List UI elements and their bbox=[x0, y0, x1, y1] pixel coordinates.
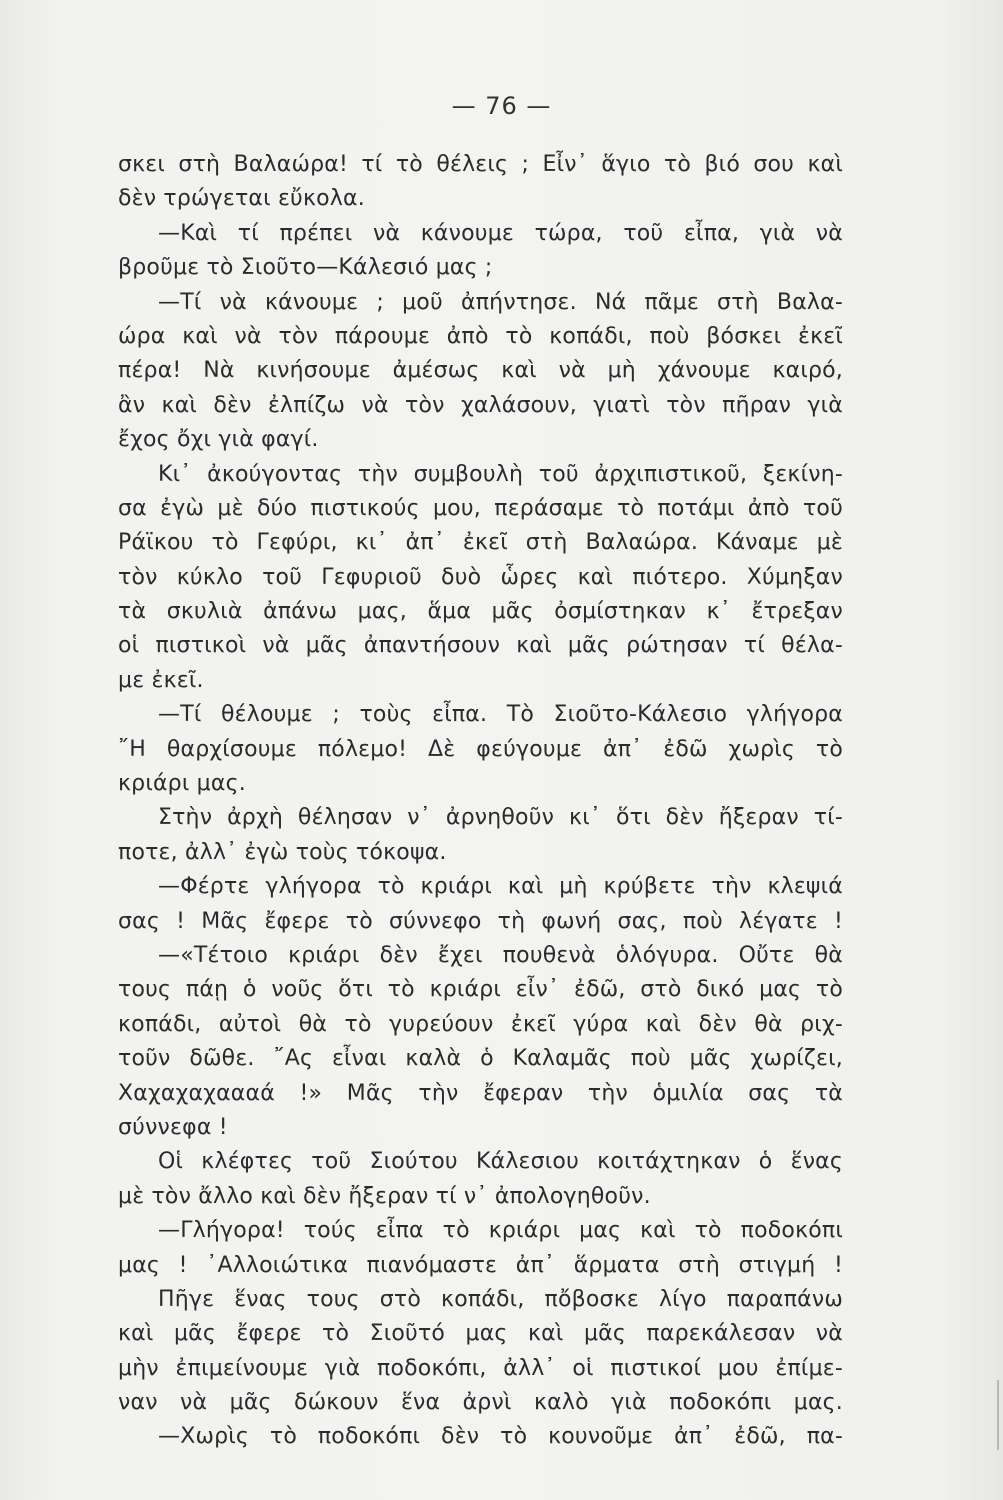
text-line: κοπάδι, αὐτοὶ θὰ τὸ γυρεύουν ἐκεῖ γύρα καὶ δὲν θὰ ριχ- bbox=[118, 1011, 843, 1037]
text-line: σας ! Μᾶς ἔφερε τὸ σύννεφο τὴ φωνή σας, ποὺ λέγατε ! bbox=[118, 908, 843, 934]
body-text bbox=[118, 148, 843, 1455]
text-line: ἂν καὶ δὲν ἐλπίζω νὰ τὸν χαλάσουν, γιατὶ τὸν πῆραν γιὰ bbox=[118, 392, 843, 418]
text-line: οἱ πιστικοὶ νὰ μᾶς ἀπαντήσουν καὶ μᾶς ρώτησαν τί θέλα- bbox=[118, 633, 843, 659]
text-line: βροῦμε τὸ Σιοῦτο—Κάλεσιό μας ; bbox=[118, 255, 493, 281]
text-line: τους πάῃ ὁ νοῦς ὅτι τὸ κριάρι εἶν᾿ ἐδῶ, στὸ δικό μας τὸ bbox=[118, 977, 843, 1003]
text-line: Ράϊκου τὸ Γεφύρι, κι᾿ ἀπ᾿ ἐκεῖ στὴ Βαλαώρα. Κάναμε μὲ bbox=[118, 530, 843, 556]
text-line: καὶ μᾶς ἔφερε τὸ Σιοῦτό μας καὶ μᾶς παρεκάλεσαν νὰ bbox=[118, 1321, 843, 1347]
text-line: ἔχος ὄχι γιὰ φαγί. bbox=[118, 427, 319, 453]
text-line: —Τί νὰ κάνουμε ; μοῦ ἀπήντησε. Νά πᾶμε στὴ Βαλα- bbox=[158, 289, 843, 315]
text-line: —«Τέτοιο κριάρι δὲν ἔχει πουθενὰ ὁλόγυρα. Οὔτε θὰ bbox=[158, 942, 843, 968]
text-line: σα ἐγὼ μὲ δύο πιστικούς μου, περάσαμε τὸ ποτάμι ἀπὸ τοῦ bbox=[118, 495, 843, 521]
text-line: πέρα! Νὰ κινήσουμε ἀμέσως καὶ νὰ μὴ χάνουμε καιρό, bbox=[118, 358, 843, 384]
text-line: ώρα καὶ νὰ τὸν πάρουμε ἀπὸ τὸ κοπάδι, ποὺ βόσκει ἐκεῖ bbox=[118, 323, 843, 349]
text-line: Κι᾿ ἀκούγοντας τὴν συμβουλὴ τοῦ ἀρχιπιστικοῦ, ξεκίνη- bbox=[158, 461, 843, 487]
text-line: σύννεφα ! bbox=[118, 1114, 228, 1140]
text-line: —Χωρὶς τὸ ποδοκόπι δὲν τὸ κουνοῦμε ἀπ᾿ ἐδῶ, πα- bbox=[158, 1424, 843, 1450]
text-line: Πῆγε ἕνας τους στὸ κοπάδι, πὄβοσκε λίγο παραπάνω bbox=[158, 1286, 843, 1312]
text-line: Χαχαχαχαααά !» Μᾶς τὴν ἔφεραν τὴν ὁμιλία σας τὰ bbox=[118, 1080, 843, 1106]
text-line: ναν νὰ μᾶς δώκουν ἕνα ἀρνὶ καλὸ γιὰ ποδοκόπι μας. bbox=[118, 1390, 843, 1416]
text-line: —Καὶ τί πρέπει νὰ κάνουμε τώρα, τοῦ εἶπα, γιὰ νὰ bbox=[158, 220, 843, 246]
text-line: με ἐκεῖ. bbox=[118, 667, 204, 693]
text-line: ποτε, ἀλλ᾿ ἐγὼ τοὺς τόκοψα. bbox=[118, 839, 447, 865]
text-line: μας ! ᾿Αλλοιώτικα πιανόμαστε ἀπ᾿ ἅρματα στὴ στιγμή ! bbox=[118, 1252, 843, 1278]
text-line: ῎Η θαρχίσουμε πόλεμο! Δὲ φεύγουμε ἀπ᾿ ἐδῶ χωρὶς τὸ bbox=[118, 736, 843, 762]
text-line: Στὴν ἀρχὴ θέλησαν ν᾿ ἀρνηθοῦν κι᾿ ὅτι δὲν ἤξεραν τί- bbox=[158, 805, 843, 831]
page-edge-mark bbox=[997, 1380, 999, 1450]
text-line: δὲν τρώγεται εὔκολα. bbox=[118, 186, 365, 212]
text-line: σκει στὴ Βαλαώρα! τί τὸ θέλεις ; Εἶν᾿ ἅγιο τὸ βιό σου καὶ bbox=[118, 152, 843, 177]
text-line: μὲ τὸν ἄλλο καὶ δὲν ἤξεραν τί ν᾿ ἀπολογηθοῦν. bbox=[118, 1183, 651, 1209]
text-line: κριάρι μας. bbox=[118, 771, 246, 797]
text-line: —Φέρτε γλήγορα τὸ κριάρι καὶ μὴ κρύβετε τὴν κλεψιά bbox=[158, 874, 843, 900]
text-line: τοῦν δῶθε. ῎Ας εἶναι καλὰ ὁ Καλαμᾶς ποὺ μᾶς χωρίζει, bbox=[118, 1046, 843, 1072]
text-line: Οἱ κλέφτες τοῦ Σιούτου Κάλεσιου κοιτάχτηκαν ὁ ἕνας bbox=[158, 1149, 843, 1175]
text-line: τὰ σκυλιὰ ἀπάνω μας, ἅμα μᾶς ὀσμίστηκαν κ᾿ ἔτρεξαν bbox=[118, 599, 843, 625]
text-line: —Γλήγορα! τούς εἶπα τὸ κριάρι μας καὶ τὸ ποδοκόπι bbox=[158, 1218, 843, 1244]
text-line: μὴν ἐπιμείνουμε γιὰ ποδοκόπι, ἀλλ᾿ οἱ πιστικοί μου ἐπίμε- bbox=[118, 1355, 843, 1381]
text-line: —Τί θέλουμε ; τοὺς εἶπα. Τὸ Σιοῦτο-Κάλεσιο γλήγορα bbox=[158, 702, 843, 728]
page-number: — 76 — bbox=[451, 92, 552, 120]
text-line: τὸν κύκλο τοῦ Γεφυριοῦ δυὸ ὧρες καὶ πιότερο. Χύμηξαν bbox=[118, 564, 843, 590]
